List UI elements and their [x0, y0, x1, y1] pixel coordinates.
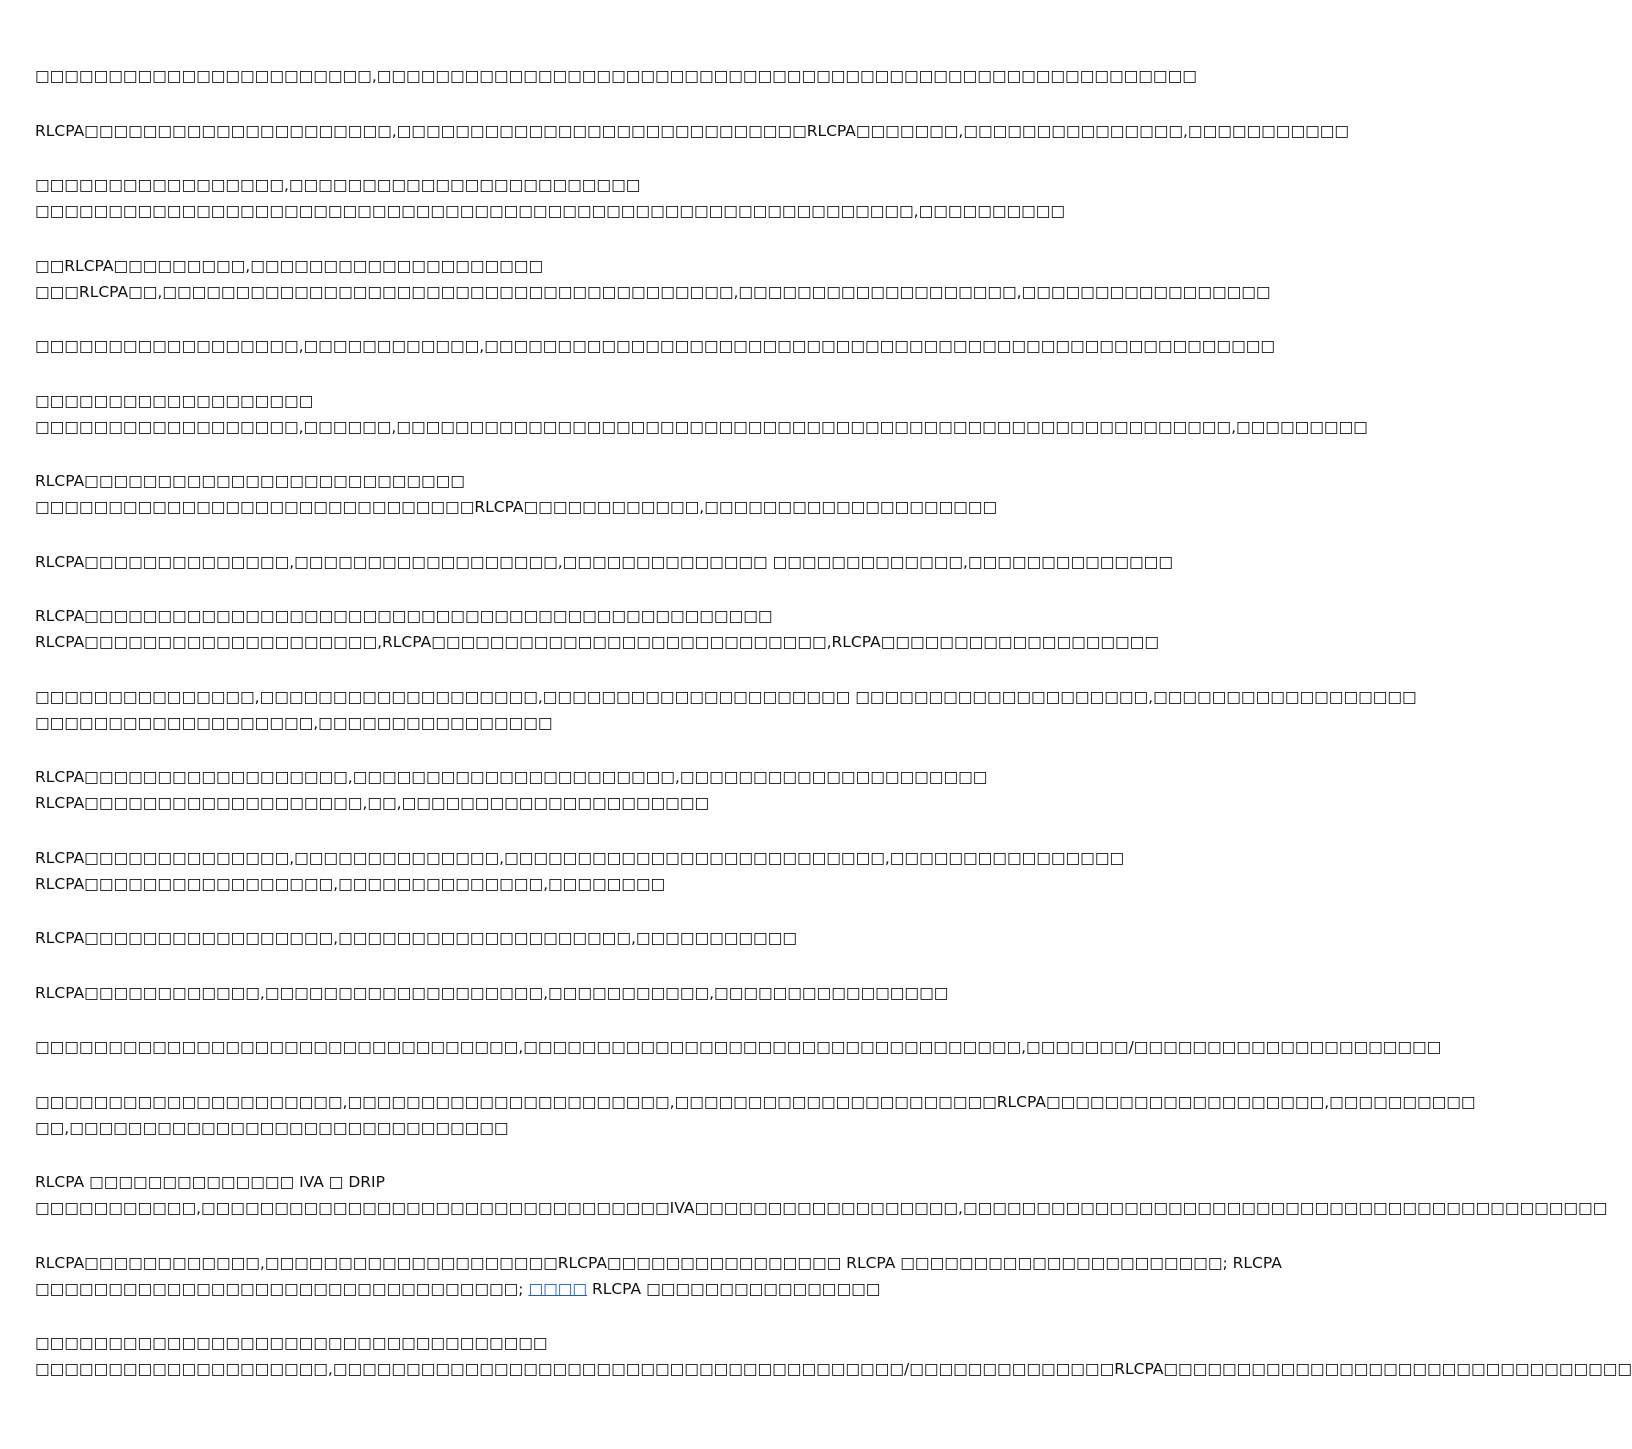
document-body	[35, 63, 1632, 1411]
paragraph-line: RLCPA□□□□□□□□□□□□□□,□□□□□□□□□□□□□□,□□□□□□□□□□□□□□□□□□□□□□□□□□,□□□□□□□□□□□□□□□□	[35, 848, 1125, 867]
paragraph	[35, 388, 1368, 440]
paragraph-line: RLCPA□□□□□□□□□□□□□□□□□□□□,RLCPA□□□□□□□□□□□□□□□□□□□□□□□□□□□,RLCPA□□□□□□□□□□□□□□□□□□□	[35, 633, 1159, 651]
paragraph	[35, 118, 1350, 144]
paragraph-line-text: RLCPA □□□□□□□□□□□□□□□□	[587, 1279, 881, 1298]
paragraph	[35, 1330, 1632, 1382]
paragraph-line: □□,□□□□□□□□□□□□□□□□□□□□□□□□□□□□□□	[35, 1118, 509, 1137]
paragraph	[35, 1169, 1608, 1221]
paragraph-heading: □□□□□□□□□□□□□□□□□,□□□□□□□□□□□□□□□□□□□□□□□□	[35, 176, 641, 194]
paragraph	[35, 603, 1159, 655]
paragraph-line: □□□□□□□□□□□,□□□□□□□□□□□□□□□□□□□□□□□□□□□□□□□□IVA□□□□□□□□□□□□□□□□□□,□□□□□□□□□□□□□□□□□□□□□□□□□□□□□□□□□□□□□□□□□□□□	[35, 1199, 1608, 1217]
paragraph-line: □□□□□□□□□□□□□□□□□□□□□□□□□□□□□□□□□□□□□□□□□□□□□□□□□□□□□□□□□□□□,□□□□□□□□□□	[35, 202, 1066, 220]
paragraph-line: RLCPA□□□□□□□□□□□□□□□□□□,□□□□□□□□□□□□□□□□□□□□□□,□□□□□□□□□□□□□□□□□□□□□	[35, 768, 988, 786]
paragraph-line: □□□□□□□□□□□□□□□□□□□□,□□□□□□□□□□□□□□□□□□□□□□□□□□□□□□□□□□□□□□□/□□□□□□□□□□□□□□RLCPA□□□□□□□□□□□□□□□□□□□□□□□□□□□□□□□□	[35, 1360, 1632, 1378]
paragraph	[35, 549, 1173, 575]
paragraph	[35, 333, 1276, 359]
paragraph-line: □□□□□□□□□□□□□□□□□□,□□□□□□□□□□□□,□□□□□□□□□□□□□□□□□□□□□□□□□□□□□□□□□□□□□□□□□□□□□□□□□□□□□□	[35, 337, 1276, 355]
paragraph-heading: RLCPA□□□□□□□□□□□□□□□□□□□□□□□□□□	[35, 472, 465, 490]
paragraph	[35, 845, 1125, 897]
paragraph	[35, 1034, 1442, 1060]
paragraph-line: □□□□□□□□□□□□□□□□□□□□□,□□□□□□□□□□□□□□□□□□□□□□,□□□□□□□□□□□□□□□□□□□□□□RLCPA□□□□□□□□□□□□□□□□□□□,□□□□□□□□□□	[35, 1092, 1476, 1111]
paragraph-line: RLCPA□□□□□□□□□□□□□□□□□,□□□□□□□□□□□□□□,□□□□□□□□	[35, 874, 666, 893]
paragraph-line-with-link	[35, 1276, 990, 1302]
paragraph-line: RLCPA□□□□□□□□□□□□□□□□□□□□□,□□□□□□□□□□□□□□□□□□□□□□□□□□□□RLCPA□□□□□□□,□□□□□□□□□□□□□□□,□□□□□□□□□□□	[35, 121, 1350, 140]
paragraph-heading: RLCPA □□□□□□□□□□□□□□ IVA □ DRIP	[35, 1173, 385, 1191]
paragraph-line: RLCPA□□□□□□□□□□□□,□□□□□□□□□□□□□□□□□□□□RLCPA□□□□□□□□□□□□□□□□ RLCPA □□□□□□□□□□□□□□□□□□□□□□; RLCPA	[35, 1253, 1282, 1272]
paragraph	[35, 764, 990, 816]
paragraph	[35, 684, 1417, 736]
inline-link[interactable]: □□□□	[528, 1279, 588, 1298]
paragraph-line: □□□□□□□□□□□□□□□,□□□□□□□□□□□□□□□□□□□,□□□□□□□□□□□□□□□□□□□□□ □□□□□□□□□□□□□□□□□□□□,□□□□□□□□□□□□□□□□□□	[35, 687, 1417, 706]
paragraph-heading: □□RLCPA□□□□□□□□□,□□□□□□□□□□□□□□□□□□□□	[35, 256, 544, 275]
paragraph-heading: □□□□□□□□□□□□□□□□□□□	[35, 391, 314, 410]
paragraph	[35, 172, 1066, 224]
paragraph	[35, 1089, 1476, 1141]
paragraph-heading: □□□□□□□□□□□□□□□□□□□□□□□□□□□□□□□□□□□	[35, 1334, 548, 1352]
paragraph-line: □□□□□□□□□□□□□□□□□□□□□□□□□□□□□□□□□,□□□□□□□□□□□□□□□□□□□□□□□□□□□□□□□□□□,□□□□□□□/□□□□□□□□□□□□□□□□□□□□□	[35, 1038, 1442, 1056]
paragraph-line: RLCPA□□□□□□□□□□□□,□□□□□□□□□□□□□□□□□□□,□□□□□□□□□□□,□□□□□□□□□□□□□□□□	[35, 983, 949, 1002]
paragraph-line: □□□□□□□□□□□□□□□□□□□□□□□□□□□□□□RLCPA□□□□□□□□□□□□,□□□□□□□□□□□□□□□□□□□□	[35, 498, 998, 516]
paragraph-line: □□□□□□□□□□□□□□□□□□,□□□□□□,□□□□□□□□□□□□□□□□□□□□□□□□□□□□□□□□□□□□□□□□□□□□□□□□□□□□□□□□□,□□□□□□□□□	[35, 417, 1368, 436]
paragraph	[35, 63, 1197, 89]
paragraph-line-text: □□□□□□□□□□□□□□□□□□□□□□□□□□□□□□□□□;	[35, 1279, 529, 1298]
paragraph-line: RLCPA□□□□□□□□□□□□□□□□□,□□□□□□□□□□□□□□□□□□□□,□□□□□□□□□□□	[35, 929, 797, 947]
paragraph-line: RLCPA□□□□□□□□□□□□□□,□□□□□□□□□□□□□□□□□□,□□□□□□□□□□□□□□ □□□□□□□□□□□□□,□□□□□□□□□□□□□□	[35, 552, 1173, 571]
paragraph-line: □□□RLCPA□□,□□□□□□□□□□□□□□□□□□□□□□□□□□□□□□□□□□□□□□□,□□□□□□□□□□□□□□□□□□□,□□□□□□□□□□□□□□□□□	[35, 282, 1271, 301]
paragraph-line: □□□□□□□□□□□□□□□□□□□□□□□,□□□□□□□□□□□□□□□□□□□□□□□□□□□□□□□□□□□□□□□□□□□□□□□□□□□□□□□□	[35, 67, 1197, 85]
paragraph	[35, 1250, 1282, 1302]
paragraph-heading: RLCPA□□□□□□□□□□□□□□□□□□□□□□□□□□□□□□□□□□□□□□□□□□□□□□□	[35, 607, 773, 625]
paragraph	[35, 253, 1271, 305]
paragraph	[35, 980, 990, 1006]
paragraph-line: RLCPA□□□□□□□□□□□□□□□□□□□,□□,□□□□□□□□□□□□□□□□□□□□□	[35, 794, 710, 812]
paragraph	[35, 468, 998, 520]
paragraph-line: □□□□□□□□□□□□□□□□□□□,□□□□□□□□□□□□□□□□	[35, 713, 553, 732]
paragraph	[35, 925, 990, 951]
